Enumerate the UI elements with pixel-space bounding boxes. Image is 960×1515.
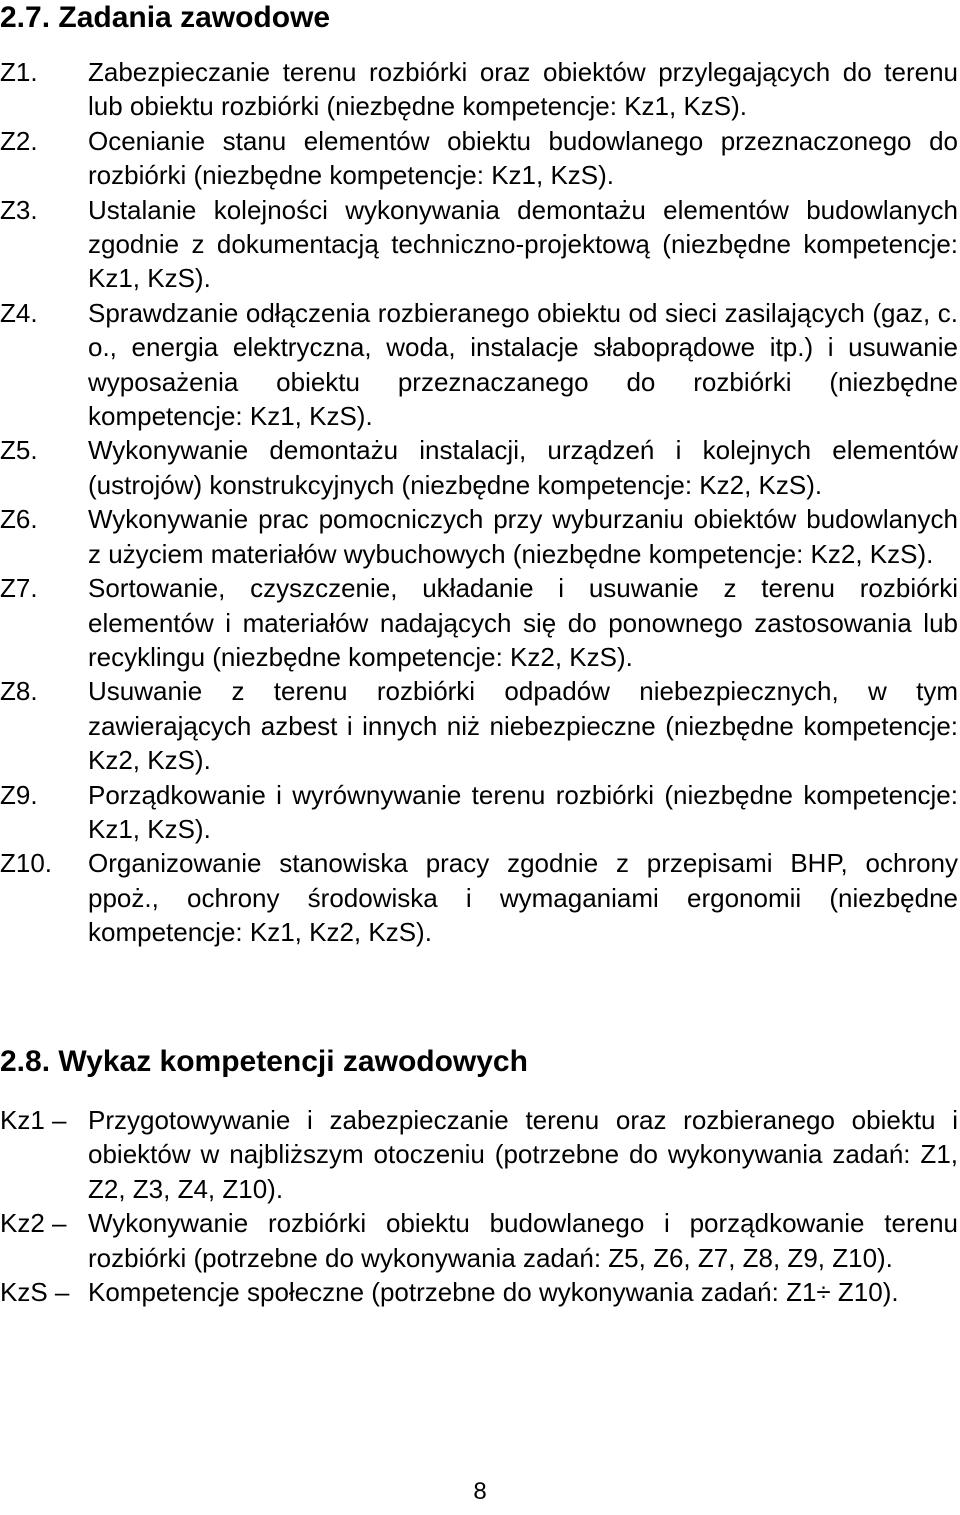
task-code: Z2. (0, 125, 38, 156)
task-item-z8 (0, 674, 958, 777)
task-item-z1 (0, 55, 958, 124)
competence-text: Przygotowywanie i zabezpieczanie terenu oraz rozbieranego obiektu i obiektów w najbliższym otoczeniu (potrzebne do wykonywania zadań: Z1, Z2, Z3, Z4, Z10). (88, 1105, 958, 1204)
competence-list (0, 1103, 958, 1309)
task-text: Zabezpieczanie terenu rozbiórki oraz obiektów przylegających do terenu lub obiektu rozbiórki (niezbędne kompetencje: Kz1, KzS). (88, 57, 958, 122)
task-item-z4 (0, 296, 958, 434)
task-text: Ocenianie stanu elementów obiektu budowlanego przeznaczonego do rozbiórki (niezbędne kompetencje: Kz1, KzS). (88, 125, 958, 191)
task-code: Z9. (0, 779, 38, 810)
task-text: Wykonywanie prac pomocniczych przy wyburzaniu obiektów budowlanych z użyciem materiałów wybuchowych (niezbędne kompetencje: Kz2, KzS). (88, 504, 958, 569)
task-item-z10 (0, 846, 958, 949)
task-list (0, 55, 958, 950)
task-code: Z1. (0, 57, 38, 87)
task-item-z9 (0, 778, 958, 847)
competence-code: Kz1 – (0, 1105, 67, 1135)
competence-code: KzS – (0, 1277, 70, 1308)
task-text: Ustalanie kolejności wykonywania demontażu elementów budowlanych zgodnie z dokumentacją techniczno-projektową (niezbędne kompetencje: Kz1, KzS). (88, 194, 958, 294)
section-heading-competences: 2.8. Wykaz kompetencji zawodowych (0, 1045, 528, 1078)
task-item-z5 (0, 433, 958, 502)
task-item-z7 (0, 571, 958, 674)
task-code: Z4. (0, 297, 38, 328)
competence-item-kz1 (0, 1103, 958, 1206)
task-item-z6 (0, 502, 958, 571)
task-item-z2 (0, 124, 958, 193)
task-code: Z5. (0, 435, 38, 466)
competence-text: Kompetencje społeczne (potrzebne do wykonywania zadań: Z1÷ Z10). (88, 1277, 899, 1308)
task-item-z3 (0, 193, 958, 296)
task-text: Sortowanie, czyszczenie, układanie i usuwanie z terenu rozbiórki elementów i materiałów nadających się do ponownego zastosowania lub recyklingu (niezbędne kompetencje: Kz2, KzS). (88, 573, 958, 672)
task-code: Z7. (0, 573, 38, 604)
task-code: Z3. (0, 194, 38, 225)
competence-text: Wykonywanie rozbiórki obiektu budowlanego i porządkowanie terenu rozbiórki (potrzebne do wykonywania zadań: Z5, Z6, Z7, Z8, Z9, Z10). (88, 1208, 958, 1273)
competence-code: Kz2 – (0, 1208, 67, 1239)
task-text: Wykonywanie demontażu instalacji, urządzeń i kolejnych elementów (ustrojów) konstrukcyjnych (niezbędne kompetencje: Kz2, KzS). (88, 435, 958, 500)
competence-item-kz2 (0, 1206, 958, 1275)
task-text: Organizowanie stanowiska pracy zgodnie z przepisami BHP, ochrony ppoż., ochrony środowiska i wymaganiami ergonomii (niezbędne kompetencje: Kz1, Kz2, KzS). (88, 848, 958, 948)
task-code: Z6. (0, 504, 38, 535)
section-heading-tasks: 2.7. Zadania zawodowe (0, 1, 331, 34)
task-code: Z10. (0, 848, 53, 879)
page-number: 8 (473, 1478, 487, 1505)
task-text: Usuwanie z terenu rozbiórki odpadów niebezpiecznych, w tym zawierających azbest i innych niż niebezpieczne (niezbędne kompetencje: Kz2, KzS). (88, 676, 958, 776)
task-code: Z8. (0, 676, 38, 707)
task-text: Porządkowanie i wyrównywanie terenu rozbiórki (niezbędne kompetencje: Kz1, KzS). (88, 779, 958, 844)
task-text: Sprawdzanie odłączenia rozbieranego obiektu od sieci zasilających (gaz, c. o., energia elektryczna, woda, instalacje słaboprądowe itp.) i usuwanie wyposażenia obiektu przeznaczanego do rozbiórki (niezbędne kompetencje: Kz1, KzS). (88, 297, 958, 432)
competence-item-kzs (0, 1275, 958, 1309)
